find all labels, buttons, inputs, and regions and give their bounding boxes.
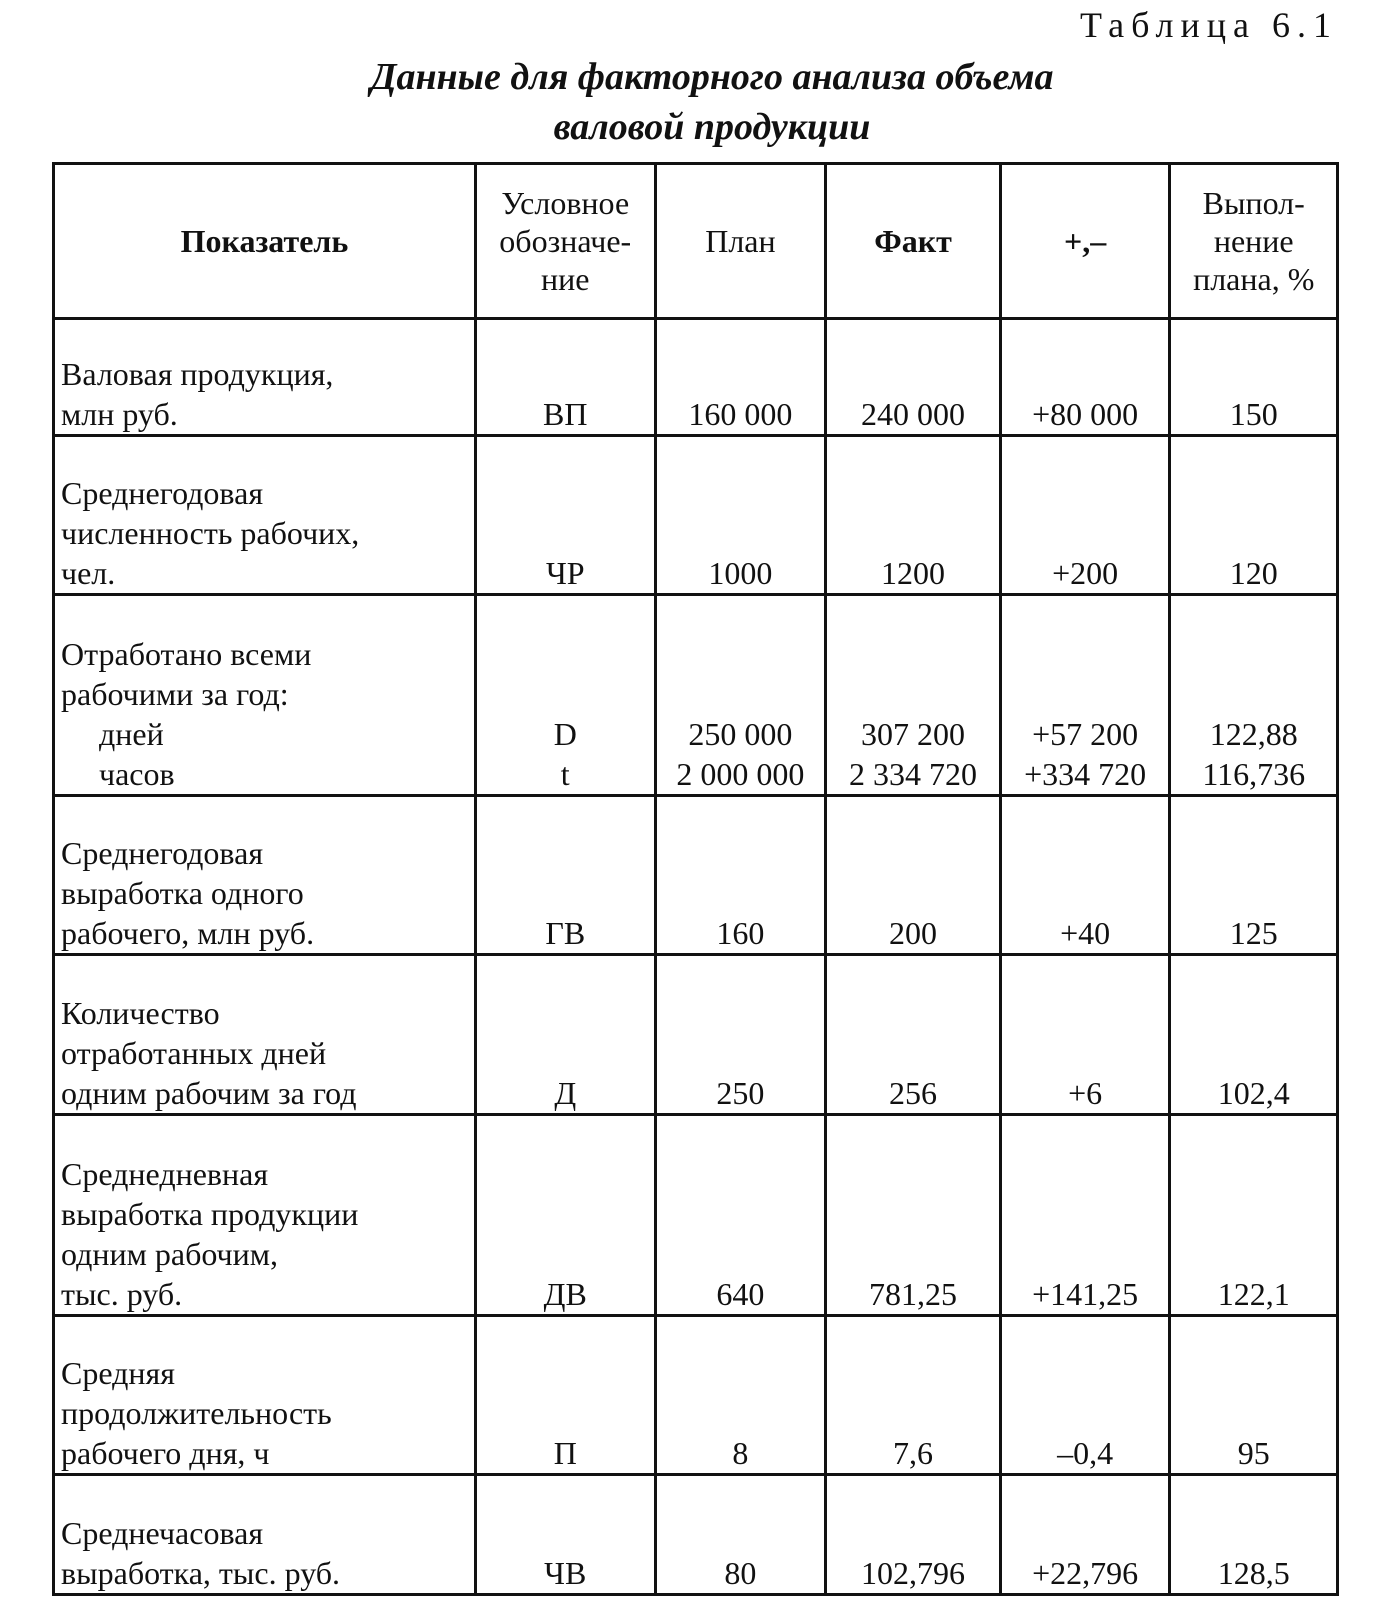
indicator-line: Отработано всеми <box>61 635 312 672</box>
diff-cell: +40 <box>1000 795 1170 955</box>
indicator-line: Количество <box>61 995 220 1032</box>
caption-line-1: Данные для факторного анализа объема <box>370 56 1054 98</box>
table-caption <box>0 52 1384 152</box>
indicator-line: Валовая продукция, <box>61 356 334 393</box>
indicator-line: выработка продукции <box>61 1195 359 1232</box>
plan-cell <box>655 594 826 795</box>
indicator-line: рабочего дня, ч <box>61 1435 270 1472</box>
plan-cell: 640 <box>655 1115 826 1316</box>
table-row <box>54 795 1338 955</box>
header-plan: План <box>655 164 826 319</box>
diff-cell: +141,25 <box>1000 1115 1170 1316</box>
plan-cell: 1000 <box>655 436 826 595</box>
diff-cell: +6 <box>1000 955 1170 1115</box>
indicator-line: тыс. руб. <box>61 1275 183 1312</box>
diff-value: +334 720 <box>1024 755 1147 792</box>
indicator-subline: дней <box>99 715 164 752</box>
indicator-line: одним рабочим за год <box>61 1075 357 1112</box>
symbol-cell: ЧВ <box>475 1475 655 1595</box>
table-number-label: Таблица 6.1 <box>1080 5 1338 45</box>
indicator-line: Средняя <box>61 1355 175 1392</box>
fact-cell: 256 <box>826 955 1001 1115</box>
plan-cell: 160 <box>655 795 826 955</box>
percent-cell <box>1170 594 1338 795</box>
header-percent-line: плана, % <box>1193 261 1315 297</box>
indicator-line: Среднегодовая <box>61 835 264 872</box>
header-indicator: Показатель <box>54 164 476 319</box>
table-row <box>54 319 1338 436</box>
indicator-line: Среднечасовая <box>61 1515 264 1551</box>
indicator-line: рабочими за год: <box>61 675 289 712</box>
table-row <box>54 1315 1338 1475</box>
table-row <box>54 594 1338 795</box>
percent-cell: 102,4 <box>1170 955 1338 1115</box>
header-plan-percent <box>1170 164 1338 319</box>
fact-cell: 7,6 <box>826 1315 1001 1475</box>
fact-cell: 102,796 <box>826 1475 1001 1595</box>
indicator-line: продолжительность <box>61 1395 332 1432</box>
diff-value: +57 200 <box>1032 715 1139 752</box>
diff-cell: +200 <box>1000 436 1170 595</box>
factor-analysis-table <box>52 162 1339 1596</box>
plan-value: 250 000 <box>688 715 793 752</box>
fact-cell: 1200 <box>826 436 1001 595</box>
table-row <box>54 1475 1338 1595</box>
table-row <box>54 1115 1338 1316</box>
plan-cell: 8 <box>655 1315 826 1475</box>
indicator-cell <box>54 594 476 795</box>
indicator-cell <box>54 319 476 436</box>
indicator-line: Среднегодовая <box>61 474 264 511</box>
indicator-line: чел. <box>61 554 116 591</box>
indicator-line: численность рабочих, <box>61 514 360 551</box>
symbol-cell: ВП <box>475 319 655 436</box>
caption-line-2: валовой продукции <box>553 106 871 148</box>
indicator-cell <box>54 1315 476 1475</box>
diff-cell <box>1000 594 1170 795</box>
symbol-cell: ДВ <box>475 1115 655 1316</box>
percent-cell: 128,5 <box>1170 1475 1338 1595</box>
indicator-cell <box>54 1475 476 1595</box>
percent-value: 116,736 <box>1202 755 1306 792</box>
percent-cell: 150 <box>1170 319 1338 436</box>
header-symbol-line: обозначе- <box>499 223 632 259</box>
indicator-line: отработанных дней <box>61 1035 327 1072</box>
indicator-line: выработка одного <box>61 875 304 912</box>
symbol-cell: Д <box>475 955 655 1115</box>
fact-cell <box>826 594 1001 795</box>
plan-value: 2 000 000 <box>676 755 805 792</box>
fact-value: 2 334 720 <box>849 755 978 792</box>
fact-cell: 200 <box>826 795 1001 955</box>
indicator-line: рабочего, млн руб. <box>61 915 315 952</box>
indicator-line: млн руб. <box>61 396 178 433</box>
header-symbol-line: ние <box>541 261 590 297</box>
percent-value: 122,88 <box>1209 715 1298 752</box>
header-symbol-line: Условное <box>501 185 630 221</box>
table-row <box>54 955 1338 1115</box>
indicator-cell <box>54 436 476 595</box>
percent-cell: 95 <box>1170 1315 1338 1475</box>
percent-cell: 125 <box>1170 795 1338 955</box>
fact-cell: 781,25 <box>826 1115 1001 1316</box>
header-row <box>54 164 1338 319</box>
plan-cell: 160 000 <box>655 319 826 436</box>
percent-cell: 120 <box>1170 436 1338 595</box>
diff-cell: +22,796 <box>1000 1475 1170 1595</box>
diff-cell: +80 000 <box>1000 319 1170 436</box>
indicator-cell <box>54 955 476 1115</box>
indicator-subline: часов <box>99 755 175 792</box>
symbol-cell: ЧР <box>475 436 655 595</box>
indicator-line: одним рабочим, <box>61 1235 278 1272</box>
symbol-cell: ГВ <box>475 795 655 955</box>
header-percent-line: нение <box>1213 223 1294 259</box>
header-symbol <box>475 164 655 319</box>
plan-cell: 80 <box>655 1475 826 1595</box>
indicator-line: Среднедневная <box>61 1155 269 1192</box>
percent-cell: 122,1 <box>1170 1115 1338 1316</box>
symbol-line: t <box>560 755 570 792</box>
indicator-cell <box>54 1115 476 1316</box>
diff-cell: –0,4 <box>1000 1315 1170 1475</box>
indicator-cell <box>54 795 476 955</box>
symbol-cell: П <box>475 1315 655 1475</box>
table-row <box>54 436 1338 595</box>
header-percent-line: Выпол- <box>1202 185 1305 221</box>
header-fact: Факт <box>826 164 1001 319</box>
indicator-line: выработка, тыс. руб. <box>61 1555 341 1591</box>
plan-cell: 250 <box>655 955 826 1115</box>
symbol-line: D <box>553 715 577 752</box>
header-diff: +,– <box>1000 164 1170 319</box>
fact-cell: 240 000 <box>826 319 1001 436</box>
fact-value: 307 200 <box>861 715 966 752</box>
symbol-cell <box>475 594 655 795</box>
